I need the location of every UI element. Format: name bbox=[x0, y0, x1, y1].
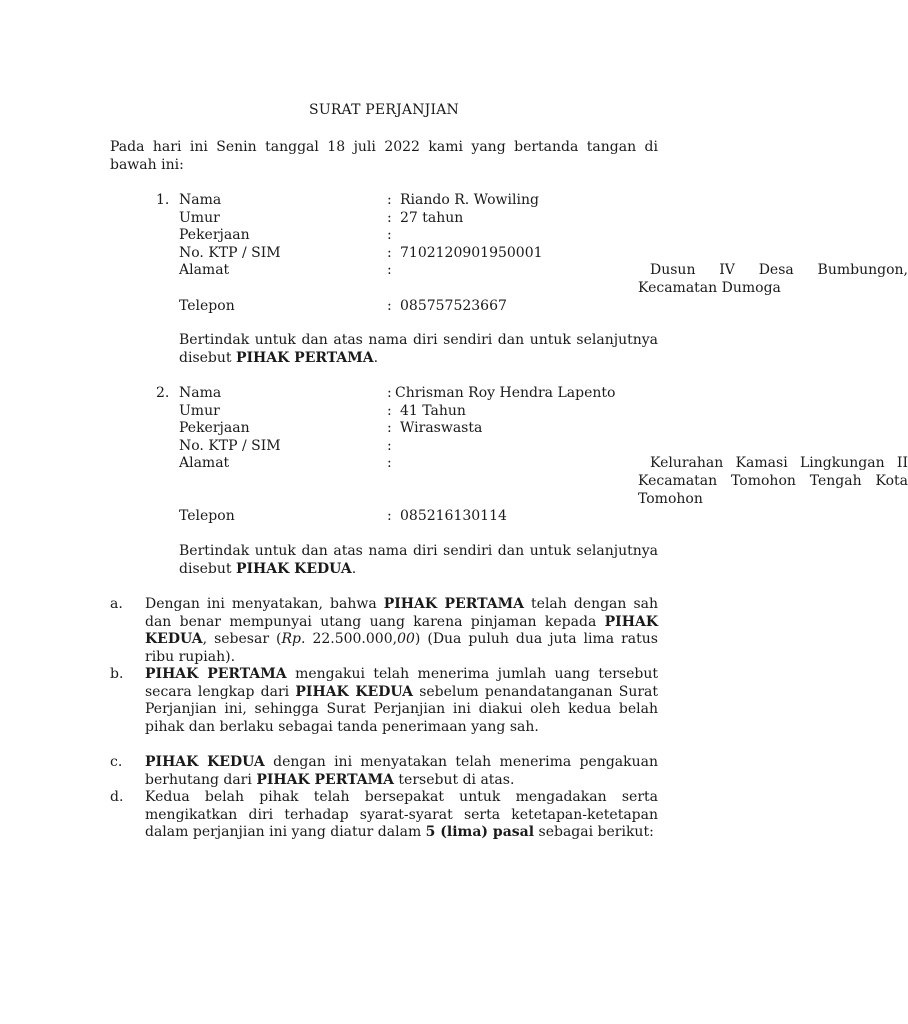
clause-a-text-2: telah dengan sah dan benar mempunyai utang uang karena pinjaman kepada bbox=[145, 596, 658, 630]
field-label: Nama bbox=[179, 192, 222, 208]
clause-text bbox=[145, 596, 658, 666]
party-2-block bbox=[150, 385, 908, 526]
field-colon: : bbox=[387, 227, 392, 244]
clause-a bbox=[110, 596, 658, 666]
party-1-block bbox=[150, 192, 908, 315]
party-2-row-alamat bbox=[150, 455, 908, 508]
party-designation: PIHAK KEDUA bbox=[235, 560, 352, 577]
field-colon: : bbox=[387, 192, 392, 208]
field-value: 7102120901950001 bbox=[400, 244, 543, 261]
field-label: No. KTP / SIM bbox=[179, 437, 281, 454]
field-colon: : bbox=[387, 508, 392, 525]
field-colon: : bbox=[387, 262, 392, 279]
field-colon: : bbox=[387, 455, 392, 472]
party-1-row-alamat bbox=[150, 262, 908, 297]
clause-b-party-2: PIHAK KEDUA bbox=[295, 683, 413, 700]
party-1-acting-statement bbox=[179, 332, 658, 367]
field-colon: : bbox=[387, 402, 392, 419]
field-label: Telepon bbox=[179, 508, 235, 525]
clause-text bbox=[145, 666, 658, 736]
document-title: SURAT PERJANJIAN bbox=[309, 102, 459, 118]
clause-c-party-1: PIHAK KEDUA bbox=[145, 754, 265, 770]
clause-text bbox=[145, 789, 658, 842]
clause-d bbox=[110, 789, 658, 842]
field-value: Wiraswasta bbox=[400, 420, 483, 437]
article-count: 5 (lima) pasal bbox=[425, 824, 535, 841]
clause-marker: c. bbox=[110, 754, 123, 770]
field-label: Nama bbox=[179, 385, 222, 401]
clause-c bbox=[110, 754, 658, 789]
field-colon: : bbox=[387, 385, 392, 401]
field-value: Riando R. Wowiling bbox=[400, 192, 539, 208]
field-label: Pekerjaan bbox=[179, 227, 250, 244]
clause-text bbox=[145, 754, 658, 789]
clause-c-text-1: dengan ini menyatakan telah menerima pengakuan berhutang dari bbox=[145, 754, 658, 788]
field-value: Kelurahan Kamasi Lingkungan II Kecamatan Tomohon Tengah Kota Tomohon bbox=[638, 455, 908, 507]
field-value: Dusun IV Desa Bumbungon, Kecamatan Dumoga bbox=[638, 262, 908, 296]
field-label: Umur bbox=[179, 402, 220, 419]
clause-marker: d. bbox=[110, 789, 124, 805]
clause-d-text-2: sebagai berikut: bbox=[534, 824, 654, 841]
field-label: Alamat bbox=[179, 262, 230, 279]
party-2-acting-statement bbox=[179, 543, 658, 578]
clause-d-text-1: Kedua belah pihak telah bersepakat untuk mengadakan serta mengikatkan diri terhadap syarat-syarat serta ketetapan-ketetapan dalam perjanjian ini yang diatur dalam bbox=[145, 789, 658, 841]
field-colon: : bbox=[387, 420, 392, 437]
clause-a-text-5: ) (Dua puluh dua juta lima ratus ribu rupiah). bbox=[145, 631, 658, 665]
clause-c-text-2: tersebut di atas. bbox=[393, 771, 515, 788]
party-2-row-pekerjaan bbox=[150, 420, 658, 438]
field-value: Chrisman Roy Hendra Lapento bbox=[395, 385, 616, 401]
clause-b-text-1: mengakui telah menerima jumlah uang tersebut secara lengkap dari bbox=[145, 666, 658, 700]
clause-a-party-2: PIHAK KEDUA bbox=[145, 613, 658, 648]
field-value: 41 Tahun bbox=[400, 402, 466, 419]
acting-end: . bbox=[351, 560, 357, 577]
party-1-row-ktp bbox=[150, 245, 658, 263]
field-label: Telepon bbox=[179, 297, 235, 314]
clause-b-text-2: sebelum penandatanganan Surat Perjanjian ini, sehingga Surat Perjanjian ini diakui oleh kedua belah pihak dan berlaku sebagai tanda penerimaan yang sah. bbox=[145, 683, 659, 735]
clause-a-party-1: PIHAK PERTAMA bbox=[383, 596, 524, 612]
field-colon: : bbox=[387, 244, 392, 261]
currency-label: Rp bbox=[281, 631, 301, 648]
field-colon: : bbox=[387, 209, 392, 226]
acting-text: Bertindak untuk dan atas nama diri sendiri dan untuk selanjutnya disebut bbox=[179, 332, 658, 366]
field-label: Umur bbox=[179, 209, 220, 226]
party-designation: PIHAK PERTAMA bbox=[235, 349, 374, 366]
party-2-row-ktp bbox=[150, 438, 658, 456]
clause-a-text-3: , sebesar ( bbox=[202, 631, 282, 648]
clause-a-text-1: Dengan ini menyatakan, bahwa bbox=[145, 596, 384, 612]
field-label: Pekerjaan bbox=[179, 420, 250, 437]
clause-b-party-1: PIHAK PERTAMA bbox=[145, 666, 287, 682]
field-label: Alamat bbox=[179, 455, 230, 472]
field-colon: : bbox=[387, 437, 392, 454]
party-1-row-pekerjaan bbox=[150, 227, 658, 245]
party-2-row-telepon bbox=[150, 508, 658, 526]
party-2-number: 2. bbox=[156, 385, 170, 401]
party-2-row-nama bbox=[150, 385, 658, 403]
clause-a-amount: . 22.500.000, bbox=[301, 631, 398, 648]
party-1-number: 1. bbox=[156, 192, 170, 208]
clause-marker: a. bbox=[110, 596, 123, 612]
party-2-row-umur bbox=[150, 403, 658, 421]
field-value: 27 tahun bbox=[400, 209, 464, 226]
field-label: No. KTP / SIM bbox=[179, 244, 281, 261]
party-1-row-nama bbox=[150, 192, 658, 210]
party-1-row-umur bbox=[150, 210, 658, 228]
amount-cents: 00 bbox=[397, 631, 415, 648]
clause-b bbox=[110, 666, 658, 736]
clause-marker: b. bbox=[110, 666, 124, 682]
field-value: 085757523667 bbox=[400, 297, 507, 314]
clause-c-party-2: PIHAK PERTAMA bbox=[256, 771, 394, 788]
acting-end: . bbox=[373, 349, 379, 366]
party-1-row-telepon bbox=[150, 298, 658, 316]
acting-text: Bertindak untuk dan atas nama diri sendiri dan untuk selanjutnya disebut bbox=[179, 543, 658, 577]
field-value: 085216130114 bbox=[400, 508, 507, 525]
field-colon: : bbox=[387, 297, 392, 314]
intro-paragraph: Pada hari ini Senin tanggal 18 juli 2022 kami yang bertanda tangan di bawah ini: bbox=[110, 139, 658, 173]
